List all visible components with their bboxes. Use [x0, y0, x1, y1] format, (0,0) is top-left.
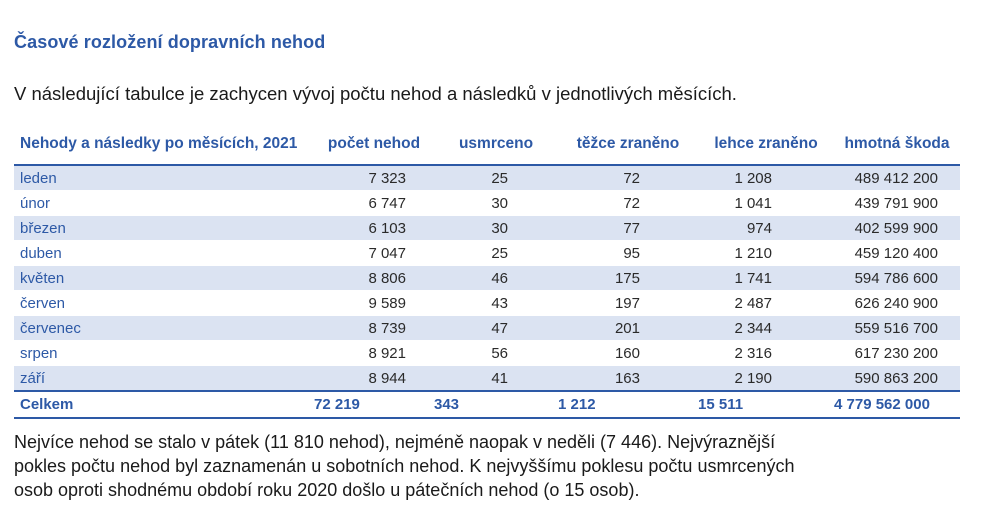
cell-killed: 43 — [434, 291, 558, 316]
cell-total-damage: 4 779 562 000 — [834, 391, 960, 418]
cell-month: srpen — [14, 341, 314, 366]
header-killed: usmrceno — [434, 124, 558, 165]
cell-slightly-injured: 2 487 — [698, 291, 834, 316]
cell-slightly-injured: 1 041 — [698, 191, 834, 216]
cell-damage: 626 240 900 — [834, 291, 960, 316]
cell-month: červen — [14, 291, 314, 316]
table-row — [14, 241, 960, 266]
cell-seriously-injured: 160 — [558, 341, 698, 366]
cell-killed: 46 — [434, 266, 558, 291]
cell-damage: 594 786 600 — [834, 266, 960, 291]
cell-accidents: 8 806 — [314, 266, 434, 291]
cell-total-killed: 343 — [434, 391, 558, 418]
summary-line: osob oproti shodnému období roku 2020 došlo u pátečních nehod (o 15 osob). — [14, 480, 640, 500]
header-month: Nehody a následky po měsících, 2021 — [14, 124, 314, 165]
cell-accidents: 8 944 — [314, 366, 434, 392]
cell-month: červenec — [14, 316, 314, 341]
summary-paragraph — [14, 430, 974, 502]
cell-accidents: 6 747 — [314, 191, 434, 216]
accidents-table-container — [14, 124, 960, 419]
table-row — [14, 341, 960, 366]
cell-damage: 489 412 200 — [834, 165, 960, 191]
cell-accidents: 6 103 — [314, 216, 434, 241]
summary-line: pokles počtu nehod byl zaznamenán u sobotních nehod. K nejvyššímu poklesu počtu usmrcených — [14, 456, 795, 476]
cell-killed: 25 — [434, 165, 558, 191]
cell-seriously-injured: 77 — [558, 216, 698, 241]
cell-damage: 439 791 900 — [834, 191, 960, 216]
table-row — [14, 316, 960, 341]
header-accidents-count: počet nehod — [314, 124, 434, 165]
table-row — [14, 165, 960, 191]
cell-damage: 617 230 200 — [834, 341, 960, 366]
header-material-damage: hmotná škoda — [834, 124, 960, 165]
cell-accidents: 8 921 — [314, 341, 434, 366]
cell-slightly-injured: 2 190 — [698, 366, 834, 392]
summary-line: Nejvíce nehod se stalo v pátek (11 810 nehod), nejméně naopak v neděli (7 446). Nejvýraznější — [14, 432, 776, 452]
cell-seriously-injured: 72 — [558, 165, 698, 191]
cell-damage: 402 599 900 — [834, 216, 960, 241]
cell-total-slightly-injured: 15 511 — [698, 391, 834, 418]
cell-seriously-injured: 201 — [558, 316, 698, 341]
cell-month: březen — [14, 216, 314, 241]
cell-month: květen — [14, 266, 314, 291]
table-total-row — [14, 391, 960, 418]
cell-month: září — [14, 366, 314, 392]
cell-seriously-injured: 95 — [558, 241, 698, 266]
cell-total-accidents: 72 219 — [314, 391, 434, 418]
cell-killed: 41 — [434, 366, 558, 392]
cell-killed: 47 — [434, 316, 558, 341]
cell-killed: 30 — [434, 191, 558, 216]
cell-slightly-injured: 1 210 — [698, 241, 834, 266]
cell-accidents: 7 323 — [314, 165, 434, 191]
cell-seriously-injured: 175 — [558, 266, 698, 291]
cell-accidents: 8 739 — [314, 316, 434, 341]
table-header-row — [14, 124, 960, 165]
cell-slightly-injured: 2 344 — [698, 316, 834, 341]
header-seriously-injured: těžce zraněno — [558, 124, 698, 165]
cell-killed: 25 — [434, 241, 558, 266]
table-row — [14, 266, 960, 291]
cell-total-seriously-injured: 1 212 — [558, 391, 698, 418]
cell-damage: 559 516 700 — [834, 316, 960, 341]
cell-month: únor — [14, 191, 314, 216]
cell-accidents: 7 047 — [314, 241, 434, 266]
cell-slightly-injured: 2 316 — [698, 341, 834, 366]
cell-killed: 30 — [434, 216, 558, 241]
table-row — [14, 366, 960, 392]
cell-accidents: 9 589 — [314, 291, 434, 316]
section-heading: Časové rozložení dopravních nehod — [14, 32, 326, 52]
cell-total-label: Celkem — [14, 391, 314, 418]
table-row — [14, 191, 960, 216]
cell-seriously-injured: 163 — [558, 366, 698, 392]
accidents-by-month-table — [14, 124, 960, 419]
cell-month: duben — [14, 241, 314, 266]
header-slightly-injured: lehce zraněno — [698, 124, 834, 165]
cell-damage: 459 120 400 — [834, 241, 960, 266]
cell-slightly-injured: 974 — [698, 216, 834, 241]
intro-paragraph: V následující tabulce je zachycen vývoj počtu nehod a následků v jednotlivých měsících. — [14, 83, 737, 104]
table-row — [14, 216, 960, 241]
cell-seriously-injured: 197 — [558, 291, 698, 316]
cell-damage: 590 863 200 — [834, 366, 960, 392]
cell-month: leden — [14, 165, 314, 191]
cell-killed: 56 — [434, 341, 558, 366]
cell-seriously-injured: 72 — [558, 191, 698, 216]
cell-slightly-injured: 1 208 — [698, 165, 834, 191]
table-row — [14, 291, 960, 316]
cell-slightly-injured: 1 741 — [698, 266, 834, 291]
